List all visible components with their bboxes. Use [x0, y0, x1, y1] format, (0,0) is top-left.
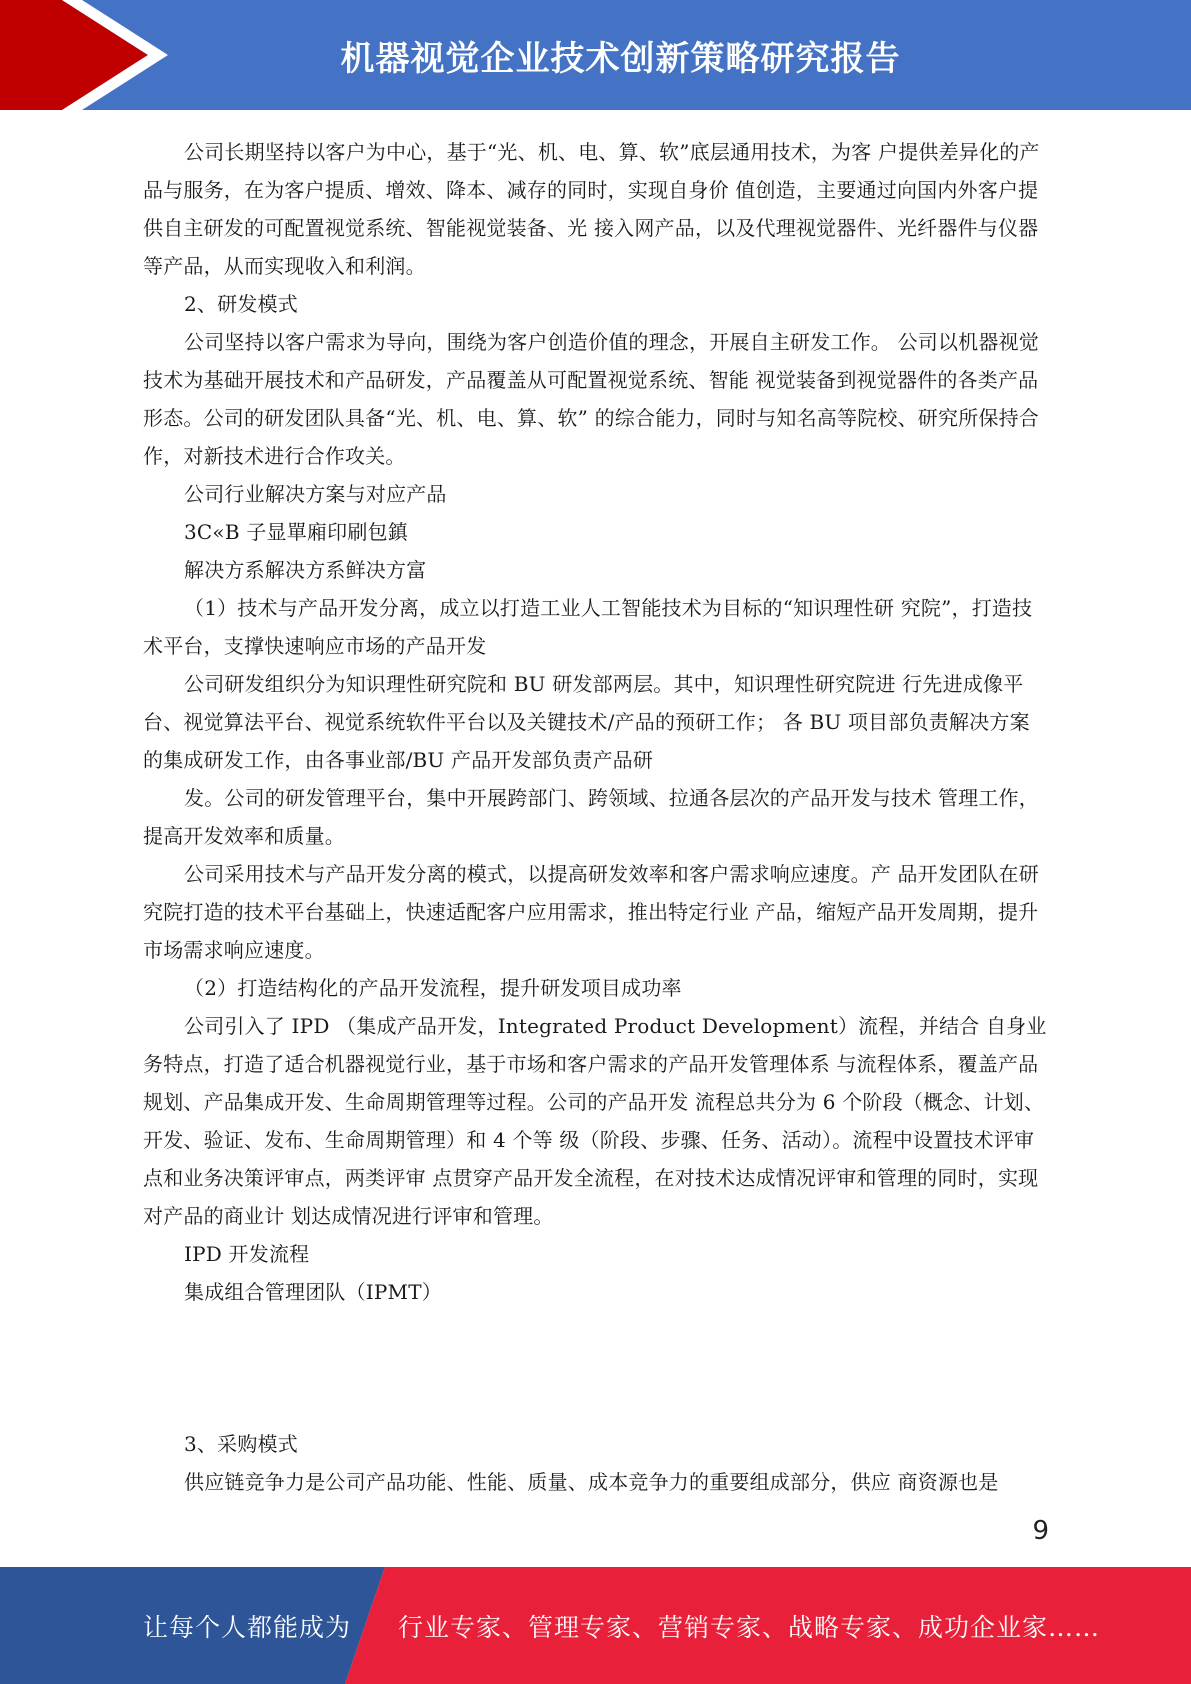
footer-banner — [0, 1567, 1191, 1684]
paragraph: 公司采用技术与产品开发分离的模式，以提高研发效率和客户需求响应速度。产 品开发团队在研究院打造的技术平台基础上，快速适配客户应用需求，推出特定行业 产品，缩短产品开发周期，提升市场需求响应速度。 — [143, 862, 1039, 962]
paragraph: 3C«B 子显單廂印刷包鎮 — [184, 520, 408, 544]
document-body — [143, 133, 1048, 1501]
header-banner — [0, 0, 1191, 110]
section-heading: 2、研发模式 — [184, 292, 298, 316]
footer-slogan-left: 让每个人都能成为 — [143, 1612, 352, 1642]
paragraph: （1）技术与产品开发分离，成立以打造工业人工智能技术为目标的“知识理性研 究院”，打造技术平台，支撑快速响应市场的产品开发 — [143, 596, 1033, 658]
paragraph: 解决方系解决方系鲜决方富 — [184, 558, 427, 582]
blank-gap — [143, 1311, 1048, 1425]
paragraph: 公司坚持以客户需求为导向，围绕为客户创造价值的理念，开展自主研发工作。 公司以机器视觉技术为基础开展技术和产品研发，产品覆盖从可配置视觉系统、智能 视觉装备到视觉器件的各类产品形态。公司的研发团队具备“光、机、电、算、软” 的综合能力，同时与知名高等院校、研究所保持合作，对新技术进行合作攻关。 — [143, 330, 1040, 468]
section-heading: 3、采购模式 — [184, 1432, 298, 1456]
footer-slogan-right: 行业专家、管理专家、营销专家、战略专家、成功企业家…… — [398, 1612, 1101, 1642]
paragraph: 发。公司的研发管理平台，集中开展跨部门、跨领域、拉通各层次的产品开发与技术 管理工作，提高开发效率和质量。 — [143, 786, 1039, 848]
paragraph: 供应链竞争力是公司产品功能、性能、质量、成本竞争力的重要组成部分，供应 商资源也是 — [184, 1470, 999, 1494]
page-number: 9 — [1032, 1516, 1049, 1546]
subsection-heading: （2）打造结构化的产品开发流程，提升研发项目成功率 — [184, 976, 682, 1000]
paragraph: 公司行业解决方案与对应产品 — [184, 482, 447, 506]
paragraph: 公司研发组织分为知识理性研究院和 BU 研发部两层。其中，知识理性研究院进 行先进成像平台、视觉算法平台、视觉系统软件平台以及关键技术/产品的预研工作； 各 BU 项目部负责解决方案的集成研发工作，由各事业部/BU 产品开发部负责产品研 — [143, 672, 1030, 772]
report-title: 机器视觉企业技术创新策略研究报告 — [340, 38, 901, 79]
paragraph: 公司引入了 IPD （集成产品开发，Integrated Product Development）流程，并结合 自身业务特点，打造了适合机器视觉行业，基于市场和客户需求的产品开发管理体系 与流程体系，覆盖产品规划、产品集成开发、生命周期管理等过程。公司的产品开发 流程总共分为 6 个阶段（概念、计划、开发、验证、发布、生命周期管理）和 4 个等 级（阶段、步骤、任务、活动）。流程中设置技术评审点和业务决策评审点，两类评审 点贯穿产品开发全流程，在对技术达成情况评审和管理的同时，实现对产品的商业计 划达成情况进行评审和管理。 — [143, 1014, 1047, 1228]
paragraph: 公司长期坚持以客户为中心，基于“光、机、电、算、软”底层通用技术，为客 户提供差异化的产品与服务，在为客户提质、增效、降本、减存的同时，实现自身价 值创造，主要通过向国内外客户提供自主研发的可配置视觉系统、智能视觉装备、光 接入网产品，以及代理视觉器件、光纤器件与仪器等产品，从而实现收入和利润。 — [143, 140, 1040, 278]
paragraph: 集成组合管理团队（IPMT） — [184, 1280, 442, 1304]
paragraph: IPD 开发流程 — [184, 1242, 310, 1266]
